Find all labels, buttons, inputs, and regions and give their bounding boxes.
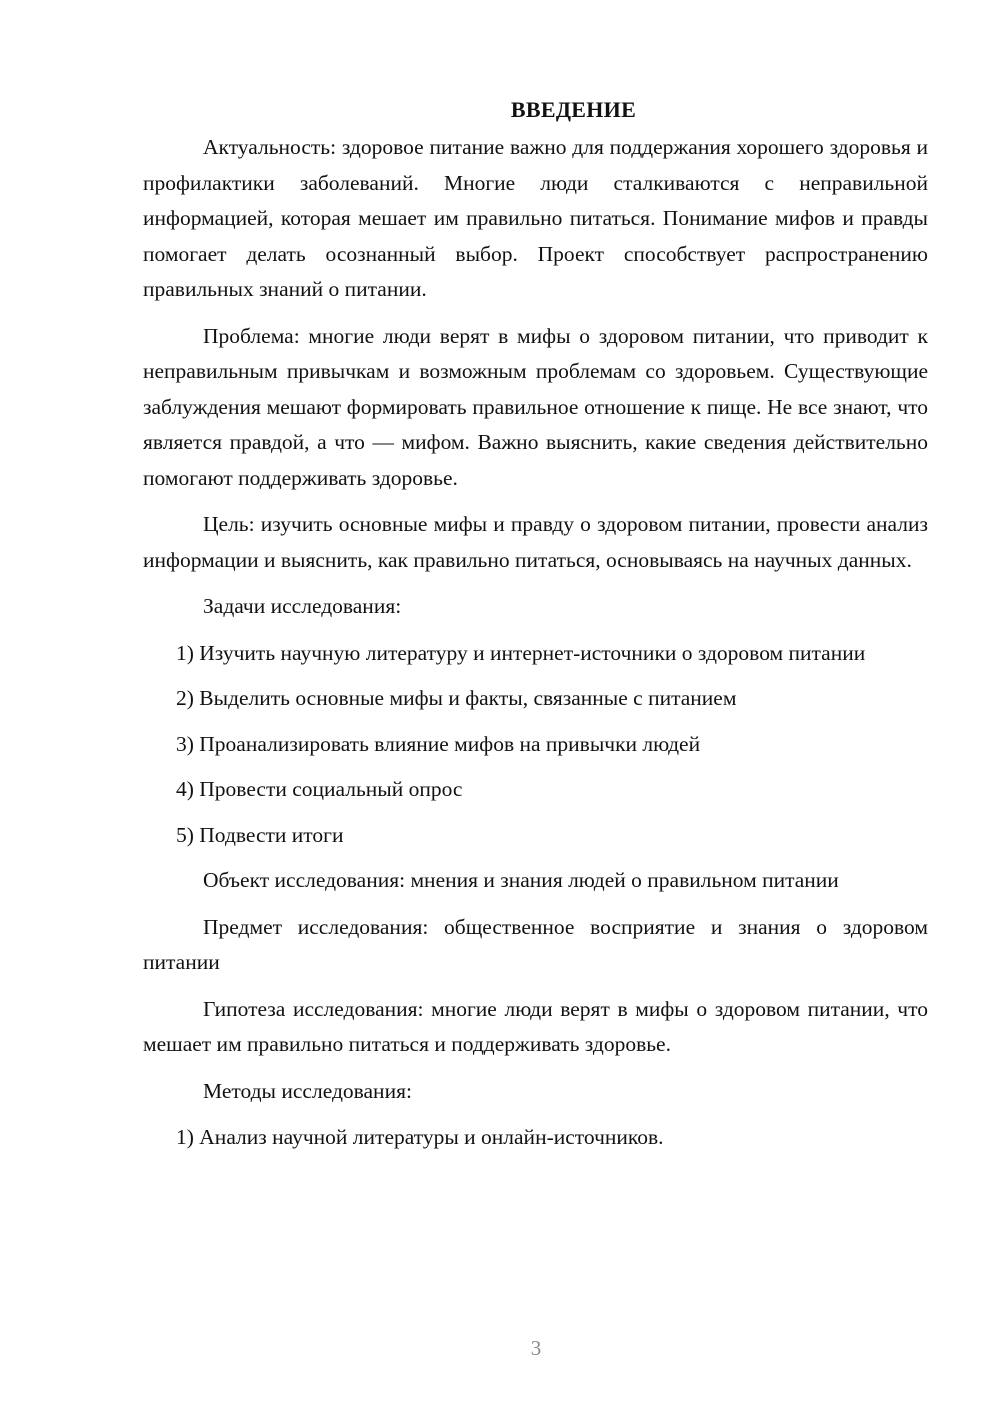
task-item-2: 2) Выделить основные мифы и факты, связанные с питанием [176, 686, 737, 710]
page-number: 3 [530, 1336, 542, 1360]
page-content [143, 93, 928, 1166]
hypothesis-paragraph: Гипотеза исследования: многие люди верят в мифы о здоровом питании, что мешает им правильно питаться и поддерживать здоровье. [143, 996, 928, 1056]
methods-title: Методы исследования: [203, 1078, 412, 1103]
method-item-1: 1) Анализ научной литературы и онлайн-источников. [176, 1125, 664, 1149]
task-item-5: 5) Подвести итоги [176, 822, 344, 847]
object-paragraph: Объект исследования: мнения и знания людей о правильном питании [203, 868, 839, 892]
task-item-1: 1) Изучить научную литературу и интернет-источники о здоровом питании [176, 640, 866, 665]
relevance-paragraph: Актуальность: здоровое питание важно для поддержания хорошего здоровья и профилактики заболеваний. Многие люди сталкиваются с неправильной информацией, которая мешает им правильно питаться. Понимание мифов и правды помогает делать осознанный выбор. Проект способствует распространению правильных знаний о питании. [143, 135, 928, 301]
subject-paragraph: Предмет исследования: общественное восприятие и знания о здоровом питании [143, 914, 928, 974]
page-title: ВВЕДЕНИЕ [510, 97, 637, 122]
problem-paragraph: Проблема: многие люди верят в мифы о здоровом питании, что приводит к неправильным привычкам и возможным проблемам со здоровьем. Существующие заблуждения мешают формировать правильное отношение к пище. Не все знают, что является правдой, а что — мифом. Важно выяснить, какие сведения действительно помогают поддерживать здоровье. [143, 323, 928, 490]
tasks-title: Задачи исследования: [203, 594, 402, 618]
task-item-3: 3) Проанализировать влияние мифов на привычки людей [176, 731, 701, 756]
task-item-4: 4) Провести социальный опрос [176, 777, 463, 801]
goal-paragraph: Цель: изучить основные мифы и правду о здоровом питании, провести анализ информации и выяснить, как правильно питаться, основываясь на научных данных. [143, 512, 928, 572]
